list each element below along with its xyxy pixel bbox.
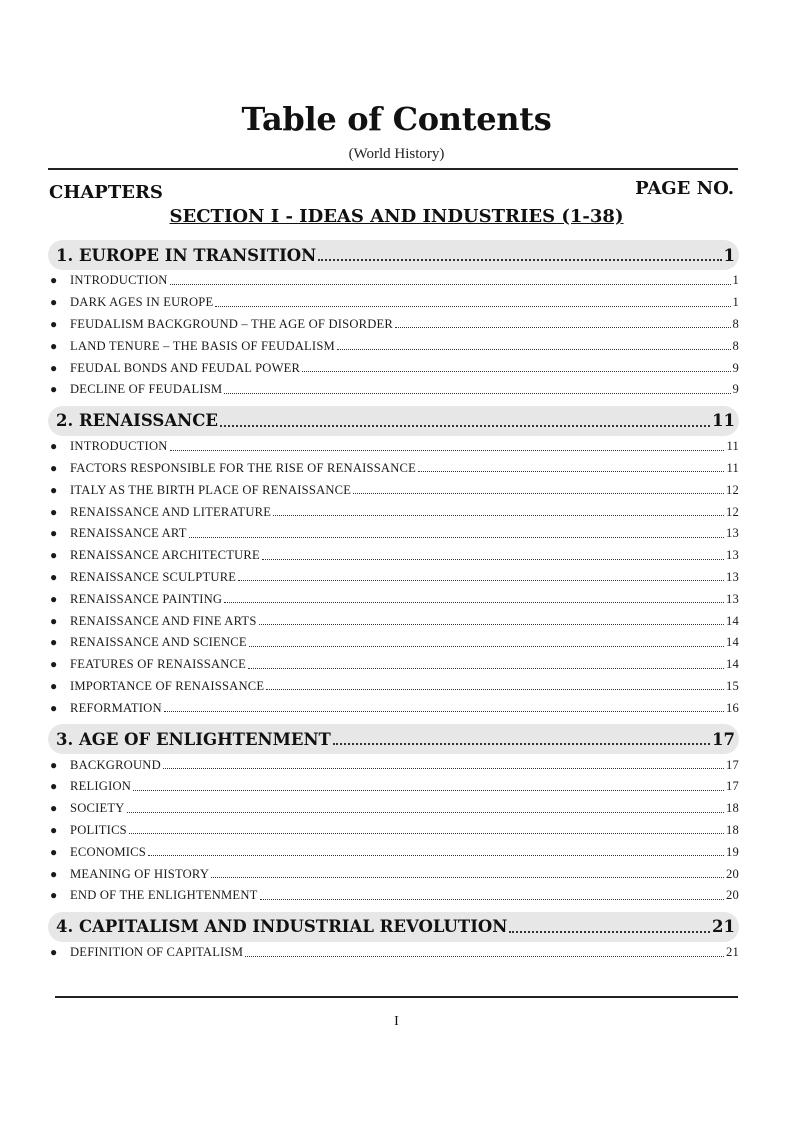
bullet-icon: ● [50, 635, 58, 650]
entry-page: 15 [726, 678, 739, 693]
toc-entry[interactable] [48, 885, 739, 907]
toc-list [48, 240, 739, 964]
toc-entry[interactable] [48, 357, 739, 379]
entry-page: 8 [732, 316, 739, 331]
entry-page: 11 [726, 439, 739, 454]
bullet-icon: ● [50, 273, 58, 288]
entry-title: END OF THE ENLIGHTENMENT [70, 888, 258, 903]
entry-page: 14 [726, 657, 739, 672]
page-no-header: PAGE NO. [635, 178, 734, 199]
bullet-icon: ● [50, 657, 58, 672]
bullet-icon: ● [50, 888, 58, 903]
toc-entry[interactable] [48, 314, 739, 336]
entry-title: RENAISSANCE ART [70, 526, 187, 541]
toc-entry[interactable] [48, 841, 739, 863]
chapter-title: 1. EUROPE IN TRANSITION [56, 245, 317, 265]
dot-leader [266, 688, 724, 690]
bullet-icon: ● [50, 360, 58, 375]
toc-entry[interactable] [48, 335, 739, 357]
dot-leader [418, 470, 724, 472]
page-subtitle: (World History) [348, 146, 445, 162]
entry-page: 13 [726, 569, 739, 584]
dot-leader [245, 955, 724, 957]
page-title: Table of Contents [241, 100, 552, 138]
bullet-icon: ● [50, 482, 58, 497]
bullet-icon: ● [50, 569, 58, 584]
entry-page: 13 [726, 548, 739, 563]
bullet-icon: ● [50, 526, 58, 541]
entry-title: FEATURES OF RENAISSANCE [70, 657, 247, 672]
dot-leader [238, 579, 724, 581]
dot-leader [129, 832, 724, 834]
toc-entry[interactable] [48, 820, 739, 842]
entry-page: 9 [732, 382, 739, 397]
entry-title: ECONOMICS [70, 844, 146, 859]
chapter-page: 17 [712, 729, 735, 749]
dot-leader [211, 876, 724, 878]
bullet-icon: ● [50, 295, 58, 310]
page-number: I [394, 1014, 399, 1029]
dot-leader [170, 283, 731, 285]
dot-leader [337, 348, 731, 350]
toc-entry[interactable] [48, 545, 739, 567]
section-title: SECTION I - IDEAS AND INDUSTRIES (1-38) [169, 206, 624, 227]
entry-page: 14 [726, 613, 739, 628]
toc-entry[interactable] [48, 479, 739, 501]
entry-title: RENAISSANCE PAINTING [70, 591, 223, 606]
toc-entry[interactable] [48, 776, 739, 798]
toc-entry[interactable] [48, 863, 739, 885]
toc-entry[interactable] [48, 567, 739, 589]
bullet-icon: ● [50, 504, 58, 519]
entry-title: ITALY AS THE BIRTH PLACE OF RENAISSANCE [70, 482, 352, 497]
toc-entry[interactable] [48, 588, 739, 610]
dot-leader [127, 811, 724, 813]
dot-leader [224, 392, 730, 394]
bullet-icon: ● [50, 316, 58, 331]
top-divider [48, 168, 738, 170]
entry-page: 20 [726, 888, 739, 903]
toc-entry[interactable] [48, 379, 739, 401]
dot-leader [248, 667, 724, 669]
entry-page: 8 [732, 338, 739, 353]
dot-leader [395, 326, 730, 328]
chapter-heading[interactable] [48, 912, 739, 942]
chapter-page: 11 [712, 411, 735, 431]
entry-title: RENAISSANCE ARCHITECTURE [70, 548, 260, 563]
chapter-page: 1 [723, 245, 735, 265]
dot-leader [164, 710, 724, 712]
entry-page: 14 [726, 635, 739, 650]
dot-leader [215, 305, 730, 307]
entry-title: RENAISSANCE SCULPTURE [70, 569, 237, 584]
entry-title: BACKGROUND [70, 757, 161, 772]
entry-title: REFORMATION [70, 700, 162, 715]
chapter-page: 21 [712, 917, 735, 937]
toc-entry[interactable] [48, 436, 739, 458]
entry-page: 21 [726, 945, 739, 960]
chapter-title: 4. CAPITALISM AND INDUSTRIAL REVOLUTION [56, 917, 508, 937]
dot-leader [273, 514, 724, 516]
bullet-icon: ● [50, 844, 58, 859]
bullet-icon: ● [50, 591, 58, 606]
dot-leader [260, 898, 724, 900]
entry-title: IMPORTANCE OF RENAISSANCE [70, 678, 265, 693]
entry-page: 1 [732, 273, 739, 288]
toc-entry[interactable] [48, 654, 739, 676]
toc-entry[interactable] [48, 523, 739, 545]
dot-leader [224, 601, 724, 603]
toc-entry[interactable] [48, 942, 739, 964]
entry-page: 1 [732, 295, 739, 310]
dot-leader [249, 645, 724, 647]
entry-page: 12 [726, 482, 739, 497]
dot-leader [353, 492, 724, 494]
bullet-icon: ● [50, 613, 58, 628]
entry-page: 11 [726, 460, 739, 475]
entry-title: FEUDAL BONDS AND FEUDAL POWER [70, 360, 301, 375]
toc-entry[interactable] [48, 754, 739, 776]
entry-title: FEUDALISM BACKGROUND – THE AGE OF DISORDER [70, 316, 394, 331]
entry-title: RELIGION [70, 779, 132, 794]
entry-title: RENAISSANCE AND SCIENCE [70, 635, 247, 650]
entry-title: DARK AGES IN EUROPE [70, 295, 214, 310]
bullet-icon: ● [50, 678, 58, 693]
entry-page: 18 [726, 801, 739, 816]
bullet-icon: ● [50, 548, 58, 563]
dot-leader [262, 558, 724, 560]
toc-entry[interactable] [48, 697, 739, 719]
entry-title: MEANING OF HISTORY [70, 866, 210, 881]
entry-title: RENAISSANCE AND FINE ARTS [70, 613, 257, 628]
bullet-icon: ● [50, 338, 58, 353]
chapters-header: CHAPTERS [49, 182, 163, 203]
toc-entry[interactable] [48, 610, 739, 632]
entry-page: 17 [726, 757, 739, 772]
entry-page: 16 [726, 700, 739, 715]
chapter-title: 2. RENAISSANCE [56, 411, 218, 431]
dot-leader [318, 258, 721, 261]
entry-title: SOCIETY [70, 801, 125, 816]
bullet-icon: ● [50, 801, 58, 816]
dot-leader [170, 449, 725, 451]
bullet-icon: ● [50, 779, 58, 794]
entry-page: 12 [726, 504, 739, 519]
bullet-icon: ● [50, 382, 58, 397]
dot-leader [163, 767, 724, 769]
toc-entry[interactable] [48, 458, 739, 480]
entry-page: 9 [732, 360, 739, 375]
entry-title: LAND TENURE – THE BASIS OF FEUDALISM [70, 338, 335, 353]
entry-title: FACTORS RESPONSIBLE FOR THE RISE OF RENAISSANCE [70, 460, 416, 475]
dot-leader [259, 623, 724, 625]
toc-entry[interactable] [48, 292, 739, 314]
entry-page: 20 [726, 866, 739, 881]
bullet-icon: ● [50, 945, 58, 960]
entry-title: DECLINE OF FEUDALISM [70, 382, 223, 397]
bullet-icon: ● [50, 757, 58, 772]
bullet-icon: ● [50, 822, 58, 837]
toc-entry[interactable] [48, 676, 739, 698]
entry-page: 13 [726, 591, 739, 606]
entry-page: 17 [726, 779, 739, 794]
dot-leader [189, 536, 724, 538]
bullet-icon: ● [50, 866, 58, 881]
entry-page: 13 [726, 526, 739, 541]
entry-title: DEFINITION OF CAPITALISM [70, 945, 244, 960]
entry-page: 18 [726, 822, 739, 837]
entry-page: 19 [726, 844, 739, 859]
dot-leader [148, 854, 724, 856]
chapter-heading[interactable] [48, 406, 739, 436]
entry-title: RENAISSANCE AND LITERATURE [70, 504, 272, 519]
toc-entry[interactable] [48, 798, 739, 820]
entry-title: INTRODUCTION [70, 439, 168, 454]
entry-title: POLITICS [70, 822, 127, 837]
dot-leader [333, 742, 710, 745]
dot-leader [133, 789, 724, 791]
toc-entry[interactable] [48, 632, 739, 654]
chapter-title: 3. AGE OF ENLIGHTENMENT [56, 729, 331, 749]
entry-title: INTRODUCTION [70, 273, 168, 288]
toc-entry[interactable] [48, 270, 739, 292]
chapter-heading[interactable] [48, 240, 739, 270]
bullet-icon: ● [50, 700, 58, 715]
toc-entry[interactable] [48, 501, 739, 523]
dot-leader [509, 930, 710, 933]
bullet-icon: ● [50, 460, 58, 475]
dot-leader [302, 370, 730, 372]
dot-leader [220, 424, 710, 427]
bullet-icon: ● [50, 439, 58, 454]
chapter-heading[interactable] [48, 724, 739, 754]
bottom-divider [55, 996, 738, 998]
